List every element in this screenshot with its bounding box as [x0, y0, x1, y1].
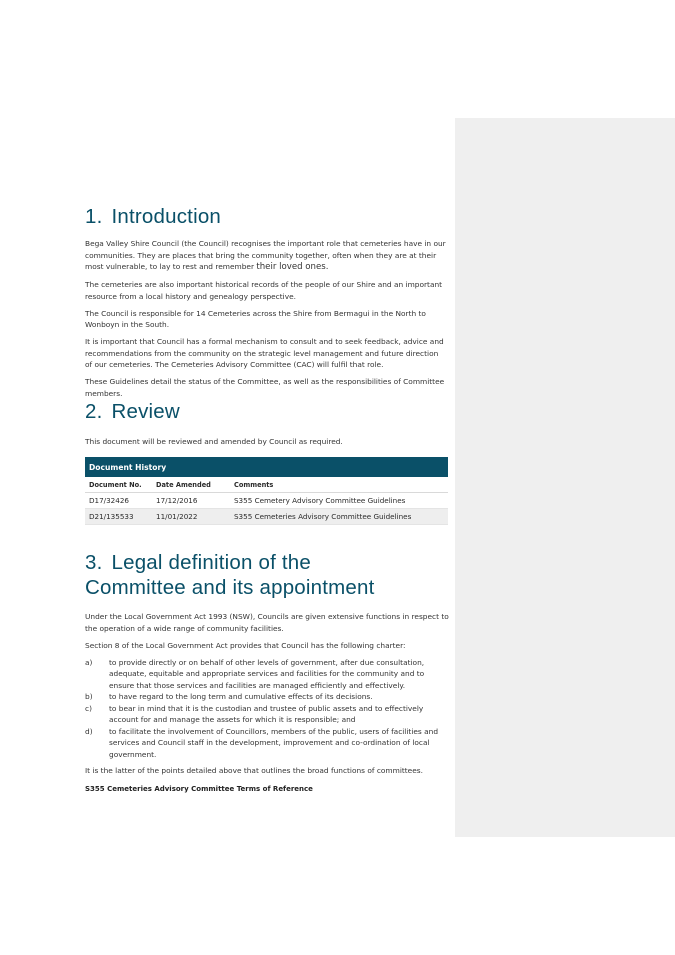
column-header: Date Amended — [152, 477, 230, 493]
list-text: to facilitate the involvement of Councillors, members of the public, users of facilities and services and Council staff in the development, improvement and co-ordination of local government. — [109, 726, 439, 759]
list-item — [85, 703, 449, 726]
section-title-line: Legal definition of the — [111, 551, 312, 574]
paragraph: Under the Local Government Act 1993 (NSW), Councils are given extensive functions in respect to the operation of a wide range of community facilities. — [85, 612, 449, 633]
list-text: to have regard to the long term and cumulative effects of its decisions. — [109, 692, 373, 701]
section-title: Review — [111, 400, 180, 423]
table-cell: D17/32426 — [85, 493, 152, 509]
section-title: Introduction — [111, 205, 222, 228]
table-row — [85, 493, 448, 509]
legal-definition-body — [85, 611, 449, 782]
section-heading-legal-definition — [85, 550, 449, 600]
list-item — [85, 726, 449, 761]
paragraph: It is important that Council has a formal mechanism to consult and to seek feedback, advice and recommendations from the community on the strategic level management and future direction of our cemeteries. The Cemeteries Advisory Committee (CAC) will fulfil that role. — [85, 337, 444, 369]
paragraph: These Guidelines detail the status of the Committee, as well as the responsibilities of Committee members. — [85, 377, 445, 398]
document-footer-title: S355 Cemeteries Advisory Committee Terms of Reference — [85, 785, 313, 793]
table-cell: S355 Cemeteries Advisory Committee Guidelines — [230, 509, 448, 525]
section-number: 1. — [85, 205, 103, 228]
list-item — [85, 657, 449, 692]
section-number: 2. — [85, 400, 103, 423]
section-title-line: Committee and its appointment — [85, 576, 375, 599]
list-text: to bear in mind that it is the custodian and trustee of public assets and to effectively account for and manage the assets for which it is responsible; and — [109, 703, 424, 724]
introduction-body — [85, 238, 447, 405]
table-cell: 11/01/2022 — [152, 509, 230, 525]
list-text: to provide directly or on behalf of other levels of government, after due consultation, adequate, equitable and appropriate services and facilities for the community and to ensure that those services and facilities are managed efficiently and effectively. — [109, 657, 425, 690]
section-number: 3. — [85, 551, 103, 574]
margin-panel — [455, 118, 675, 837]
paragraph: It is the latter of the points detailed above that outlines the broad functions of committees. — [85, 766, 423, 775]
table-title: Document History — [85, 457, 448, 477]
list-marker: b) — [85, 692, 93, 701]
paragraph — [85, 238, 447, 274]
paragraph: The cemeteries are also important historical records of the people of our Shire and an important resource from a local history and genealogy perspective. — [85, 280, 443, 301]
paragraph: Section 8 of the Local Government Act provides that Council has the following charter: — [85, 640, 406, 650]
section-heading-introduction — [85, 204, 221, 229]
column-header: Document No. — [85, 477, 152, 493]
section-heading-review — [85, 399, 180, 424]
list-marker: d) — [85, 726, 93, 736]
charter-list — [85, 657, 449, 761]
document-history-table — [85, 457, 448, 525]
review-body — [85, 436, 447, 448]
paragraph-text: Bega Valley Shire Council (the Council) recognises the important role that cemeteries have in our communities. They are places that bring the community together, often when they are at their most vulnerable, to lay to rest and remember — [85, 239, 446, 271]
list-marker: a) — [85, 657, 93, 667]
paragraph: This document will be reviewed and amended by Council as required. — [85, 437, 343, 446]
table-cell: D21/135533 — [85, 509, 152, 525]
paragraph-text-emphasis: their loved ones. — [256, 262, 329, 272]
list-item — [85, 691, 449, 703]
table-cell: S355 Cemetery Advisory Committee Guidelines — [230, 493, 448, 509]
table-header-row — [85, 477, 448, 493]
table-row — [85, 509, 448, 525]
list-marker: c) — [85, 703, 92, 713]
column-header: Comments — [230, 477, 448, 493]
paragraph: The Council is responsible for 14 Cemeteries across the Shire from Bermagui in the North to Wonboyn in the South. — [85, 308, 426, 329]
table-cell: 17/12/2016 — [152, 493, 230, 509]
